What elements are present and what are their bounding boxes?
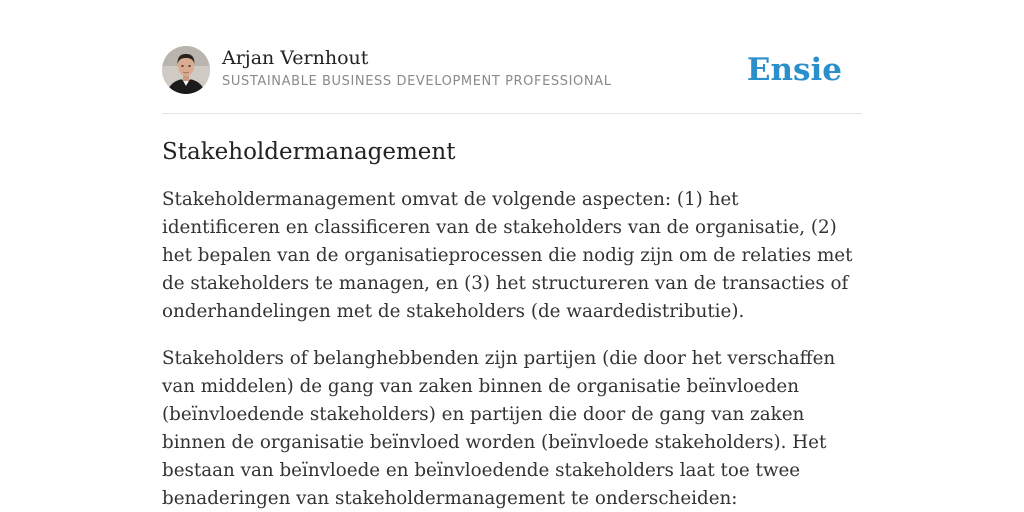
- avatar-portrait-icon: [162, 46, 210, 94]
- author-header: [162, 46, 862, 114]
- article-paragraph: Stakeholdermanagement omvat de volgende aspecten: (1) het identificeren en classificeren van de stakeholders van de organisatie, (2) het bepalen van de organisatieprocessen die nodig zijn om de relaties met de stakeholders te managen, en (3) het structureren van de transacties of onderhandelingen met de stakeholders (de waardedistributie).: [162, 189, 853, 322]
- author-avatar[interactable]: [162, 46, 210, 94]
- brand-logo[interactable]: Ensie: [746, 52, 842, 88]
- header-divider: [162, 113, 862, 114]
- article-paragraph: Stakeholders of belanghebbenden zijn partijen (die door het verschaffen van middelen) de gang van zaken binnen de organisatie beïnvloeden (beïnvloedende stakeholders) en partijen die door de gang van zaken binnen de organisatie beïnvloed worden (beïnvloede stakeholders). Het bestaan van beïnvloede en beïnvloedende stakeholders laat toe twee benaderingen van stakeholdermanagement te onderscheiden:: [162, 348, 836, 509]
- article-content: [162, 136, 862, 512]
- author-role: SUSTAINABLE BUSINESS DEVELOPMENT PROFESSIONAL: [222, 74, 612, 89]
- author-name[interactable]: Arjan Vernhout: [222, 47, 369, 69]
- article-title: Stakeholdermanagement: [162, 139, 456, 165]
